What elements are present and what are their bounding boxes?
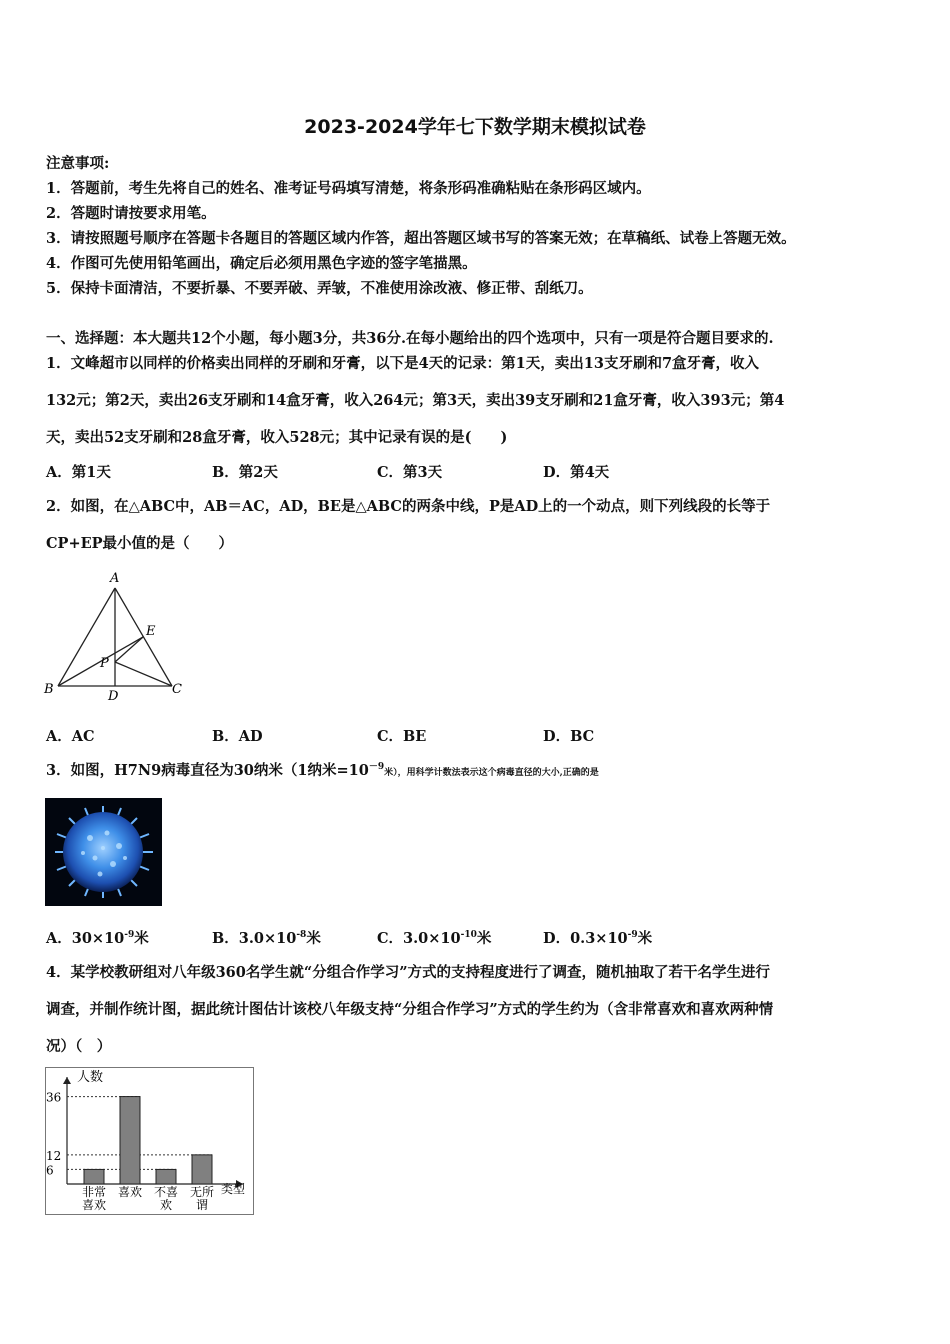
bar-3: [156, 1169, 176, 1184]
question-4-text: 调查，并制作统计图，据此统计图估计该校八年级支持“分组合作学习”方式的学生约为（含非常喜欢和喜欢两种情: [46, 1001, 774, 1018]
option-exponent: -9: [124, 930, 135, 941]
option-exponent: -10: [460, 930, 477, 941]
notice-item: 4．作图可先使用铅笔画出，确定后必须用黑色字迹的签字笔描黑。: [46, 255, 477, 272]
option-exponent: -8: [296, 930, 307, 941]
question-1-text: 天，卖出52支牙刷和28盒牙膏，收入528元；其中记录有误的是( ): [46, 429, 508, 446]
label-p: P: [100, 656, 109, 671]
label-c: C: [172, 682, 182, 697]
option-a[interactable]: A．第1天: [46, 464, 111, 481]
section-heading: 一、选择题：本大题共12个小题，每小题3分，共36分.在每小题给出的四个选项中，只有一项是符合题目要求的.: [46, 330, 774, 347]
segment-ac: [115, 588, 172, 686]
notice-item: 1．答题前，考生先将自己的姓名、准考证号码填写清楚，将条形码准确粘贴在条形码区域内。: [46, 180, 651, 197]
option-c[interactable]: [377, 927, 491, 948]
option-d[interactable]: D．BC: [543, 728, 595, 745]
y-tick-label: 12: [46, 1148, 62, 1163]
y-tick-label: 36: [46, 1090, 62, 1105]
label-e: E: [146, 624, 156, 639]
category-label: 喜欢: [81, 1198, 107, 1212]
option-d[interactable]: [543, 927, 652, 948]
bar-2: [120, 1097, 140, 1184]
virus-image: [45, 798, 162, 906]
question-3-unit: 米）: [384, 768, 398, 778]
notice-heading: 注意事项:: [46, 155, 110, 172]
option-a[interactable]: [46, 927, 149, 948]
question-4-text: 况）（ ）: [46, 1038, 112, 1055]
option-b[interactable]: B．AD: [212, 728, 263, 745]
segment-pe: [115, 637, 143, 662]
question-2-text: 2．如图，在△ABC中，AB＝AC，AD，BE是△ABC的两条中线，P是AD上的一个动点，则下列线段的长等于: [46, 498, 771, 515]
question-3-exponent: －9: [368, 762, 385, 773]
question-3-main: 3．如图，H7N9病毒直径为30纳米（1纳米=10: [46, 762, 369, 779]
notice-item: 2．答题时请按要求用笔。: [46, 205, 216, 222]
category-label: 非常: [81, 1185, 107, 1199]
option-exponent: -9: [627, 930, 638, 941]
y-axis-label: 人数: [77, 1070, 104, 1085]
x-axis-label: 类型: [221, 1182, 246, 1196]
question-4-text: 4．某学校教研组对八年级360名学生就“分组合作学习”方式的支持程度进行了调查，随机抽取了若干名学生进行: [46, 964, 771, 981]
option-base: C．3.0×10: [377, 930, 461, 947]
option-base: A．30×10: [46, 930, 125, 947]
bar-chart: [45, 1067, 254, 1215]
label-b: B: [44, 682, 54, 697]
category-label: 谓: [195, 1198, 209, 1212]
y-tick-label: 6: [46, 1163, 54, 1178]
triangle-figure: [40, 568, 190, 703]
option-unit: 米: [306, 930, 321, 947]
question-1-text: 132元；第2天，卖出26支牙刷和14盒牙膏，收入264元；第3天，卖出39支牙刷和21盒牙膏，收入393元；第4: [46, 392, 785, 409]
notice-item: 3．请按照题号顺序在答题卡各题目的答题区域内作答，超出答题区域书写的答案无效；在草稿纸、试卷上答题无效。: [46, 230, 796, 247]
segment-ab: [58, 588, 115, 686]
option-unit: 米: [637, 930, 653, 947]
option-base: B．3.0×10: [212, 930, 297, 947]
question-2-text: CP+EP最小值的是（ ）: [46, 535, 234, 552]
label-d: D: [108, 689, 119, 703]
question-1-text: 1．文峰超市以同样的价格卖出同样的牙刷和牙膏，以下是4天的记录：第1天，卖出13支牙刷和7盒牙膏，收入: [46, 355, 760, 372]
option-base: D．0.3×10: [543, 930, 628, 947]
option-b[interactable]: B．第2天: [212, 464, 278, 481]
option-a[interactable]: A．AC: [46, 728, 95, 745]
category-label: 无所: [189, 1185, 215, 1199]
option-unit: 米: [134, 930, 149, 947]
question-3-small-text: ，用科学计数法表示这个病毒直径的大小,正确的是: [397, 768, 599, 778]
notice-item: 5．保持卡面清洁，不要折暴、不要弄破、弄皱，不准使用涂改液、修正带、刮纸刀。: [46, 280, 593, 297]
option-c[interactable]: C．第3天: [377, 464, 443, 481]
option-c[interactable]: C．BE: [377, 728, 427, 745]
page-title: 2023-2024学年七下数学期末模拟试卷: [304, 116, 646, 138]
bar-4: [192, 1155, 212, 1184]
category-label: 不喜: [153, 1185, 179, 1199]
option-unit: 米: [476, 930, 492, 947]
bar-1: [84, 1169, 104, 1184]
option-b[interactable]: [212, 927, 321, 948]
category-label: 喜欢: [117, 1185, 143, 1199]
label-a: A: [110, 571, 120, 586]
segment-pc: [115, 662, 172, 686]
category-label: 欢: [159, 1198, 173, 1212]
question-3-text: [46, 759, 599, 780]
option-d[interactable]: D．第4天: [543, 464, 610, 481]
